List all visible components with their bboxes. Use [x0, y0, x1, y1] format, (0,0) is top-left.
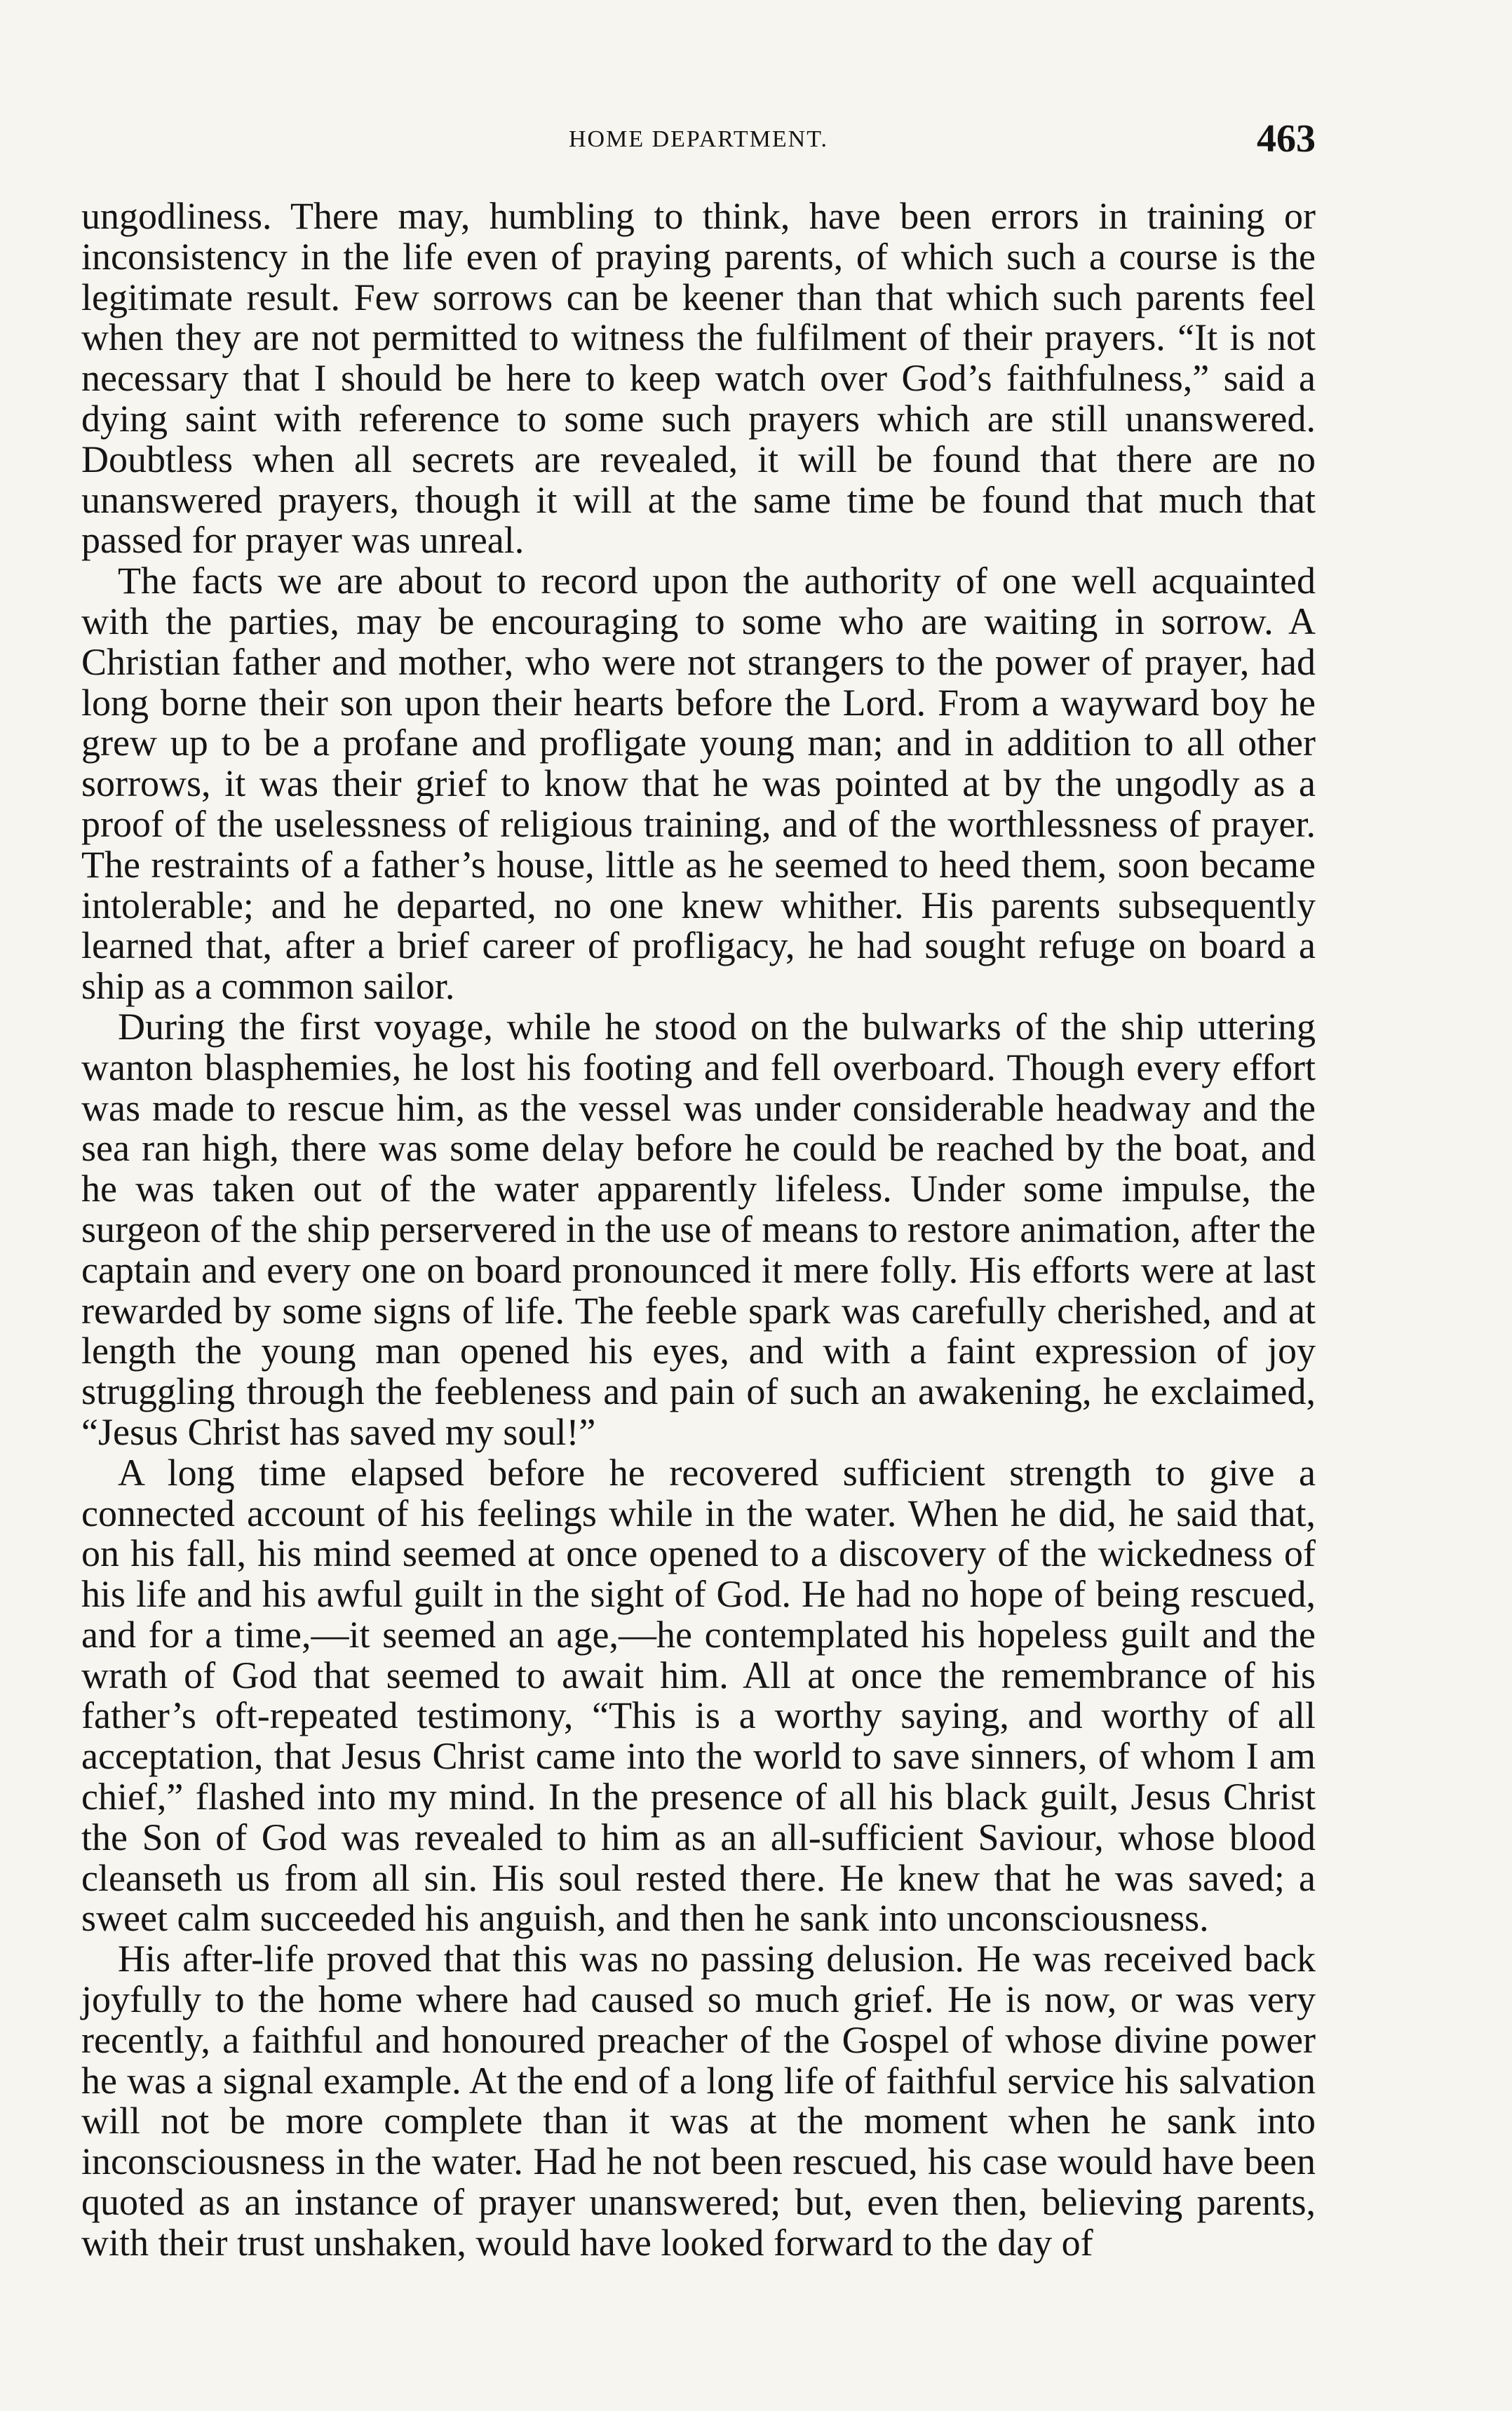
- paragraph-3: During the first voyage, while he stood on the bulwarks of the ship uttering wanton blasphemies, he lost his footing and fell overboard. Though every effort was made to rescue him, as the vessel was under considerable headway and the sea ran high, there was some delay before he could be reached by the boat, and he was taken out of the water apparently lifeless. Under some impulse, the surgeon of the ship perservered in the use of means to restore animation, after the captain and every one on board pronounced it mere folly. His efforts were at last rewarded by some signs of life. The feeble spark was carefully cherished, and at length the young man opened his eyes, and with a faint expression of joy struggling through the feebleness and pain of such an awakening, he exclaimed, “Jesus Christ has saved my soul!”: [81, 1005, 1316, 1453]
- paragraph-1: ungodliness. There may, humbling to think, have been errors in training or inconsistency in the life even of praying parents, of which such a course is the legitimate result. Few sorrows can be keener than that which such parents feel when they are not permitted to witness the fulfilment of their prayers. “It is not necessary that I should be here to keep watch over God’s faithfulness,” said a dying saint with reference to some such prayers which are still unanswered. Doubtless when all secrets are revealed, it will be found that there are no unanswered prayers, though it will at the same time be found that much that passed for prayer was unreal.: [81, 195, 1316, 562]
- paragraph-5: His after-life proved that this was no passing delusion. He was received back joyfully to the home where had caused so much grief. He is now, or was very recently, a faithful and honoured preacher of the Gospel of whose divine power he was a signal example. At the end of a long life of faithful service his salvation will not be more complete than it was at the moment when he sank into inconsciousness in the water. Had he not been rescued, his case would have been quoted as an instance of prayer unanswered; but, even then, believing parents, with their trust unshaken, would have looked forward to the day of: [81, 1938, 1316, 2264]
- main-text: [81, 196, 1316, 2356]
- running-head: HOME DEPARTMENT.: [569, 126, 828, 152]
- paragraph-4: A long time elapsed before he recovered sufficient strength to give a connected account of his feelings while in the water. When he did, he said that, on his fall, his mind seemed at once opened to a discovery of the wickedness of his life and his awful guilt in the sight of God. He had no hope of being rescued, and for a time,—it seemed an age,—he contemplated his hopeless guilt and the wrath of God that seemed to await him. All at once the remembrance of his father’s oft-repeated testimony, “This is a worthy saying, and worthy of all acceptation, that Jesus Christ came into the world to save sinners, of whom I am chief,” flashed into my mind. In the presence of all his black guilt, Jesus Christ the Son of God was revealed to him as an all-sufficient Saviour, whose blood cleanseth us from all sin. His soul rested there. He knew that he was saved; a sweet calm succeeded his anguish, and then he sank into unconsciousness.: [81, 1451, 1316, 1940]
- page-number: 463: [1257, 117, 1316, 161]
- paragraph-2: The facts we are about to record upon the authority of one well acquainted with the parties, may be encouraging to some who are waiting in sorrow. A Christian father and mother, who were not strangers to the power of prayer, had long borne their son upon their hearts before the Lord. From a wayward boy he grew up to be a profane and profligate young man; and in addition to all other sorrows, it was their grief to know that he was pointed at by the ungodly as a proof of the uselessness of religious training, and of the worthlessness of prayer. The restraints of a father’s house, little as he seemed to heed them, soon became intolerable; and he departed, no one knew whither. His parents subsequently learned that, after a brief career of profligacy, he had sought refuge on board a ship as a common sailor.: [81, 560, 1316, 1008]
- page-header: [81, 117, 1316, 177]
